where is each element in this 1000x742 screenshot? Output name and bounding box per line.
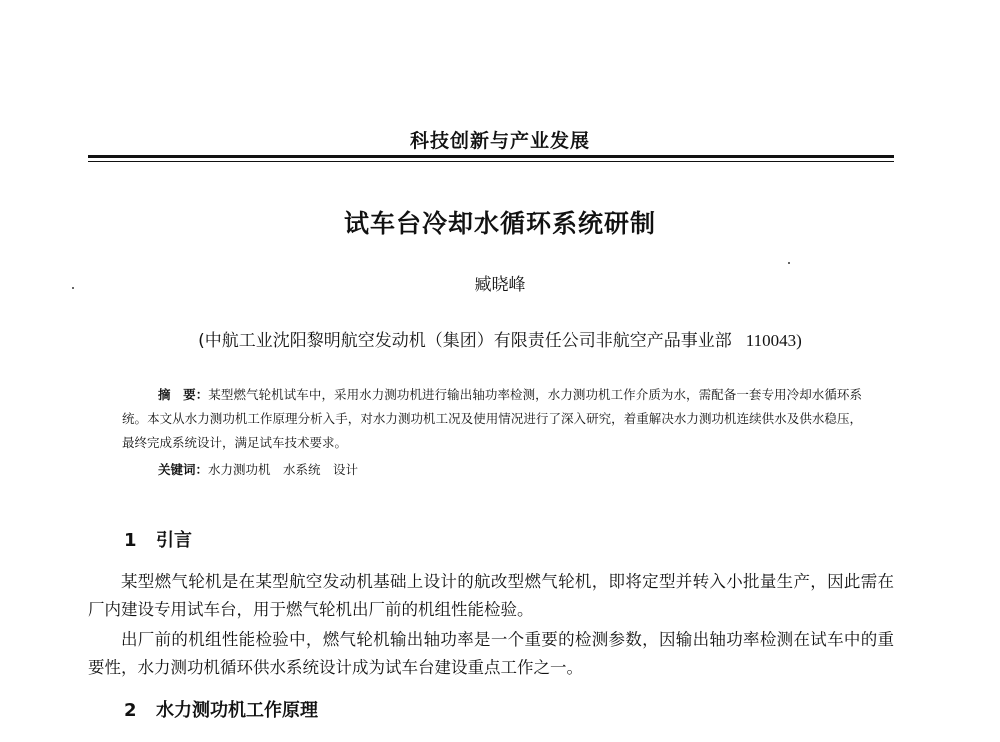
- section-heading-introduction: [124, 526, 192, 552]
- body-paragraph: 某型燃气轮机是在某型航空发动机基础上设计的航改型燃气轮机，即将定型并转入小批量生产，因此需在厂内建设专用试车台，用于燃气轮机出厂前的机组性能检验。: [88, 572, 894, 619]
- section-heading-principle: [124, 696, 318, 722]
- header-rule-thin: [88, 161, 894, 162]
- keywords-block: [158, 458, 358, 482]
- section-title: 水力测功机工作原理: [156, 700, 318, 721]
- section-number: 2: [124, 700, 137, 721]
- body-paragraph: 出厂前的机组性能检验中，燃气轮机输出轴功率是一个重要的检测参数，因输出轴功率检测在试车中的重要性，水力测功机循环供水系统设计成为试车台建设重点工作之一。: [88, 630, 894, 677]
- section-number: 1: [124, 530, 137, 551]
- postal-code: 110043): [745, 331, 802, 350]
- scan-speck: [72, 287, 74, 289]
- journal-section-header: 科技创新与产业发展: [409, 130, 590, 152]
- affiliation-text: (中航工业沈阳黎明航空发动机（集团）有限责任公司非航空产品事业部: [198, 331, 732, 351]
- abstract-block: [122, 383, 862, 455]
- header-rule-thick: [88, 155, 894, 158]
- keywords-label: 关键词：: [158, 462, 209, 477]
- article-title: 试车台冷却水循环系统研制: [343, 209, 656, 238]
- article-author: 臧晓峰: [474, 275, 526, 295]
- author-affiliation: [0, 326, 1000, 351]
- keywords-text: 水力测功机 水系统 设计: [208, 462, 359, 477]
- section-title: 引言: [156, 530, 192, 551]
- abstract-text: 某型燃气轮机试车中，采用水力测功机进行输出轴功率检测，水力测功机工作介质为水，需配备一套专用冷却水循环系统。本文从水力测功机工作原理分析入手，对水力测功机工况及使用情况进行了深入研究，着重解决水力测功机连续供水及供水稳压，最终完成系统设计，满足试车技术要求。: [122, 387, 862, 450]
- abstract-label: 摘 要：: [158, 387, 209, 402]
- scan-speck: [788, 262, 790, 264]
